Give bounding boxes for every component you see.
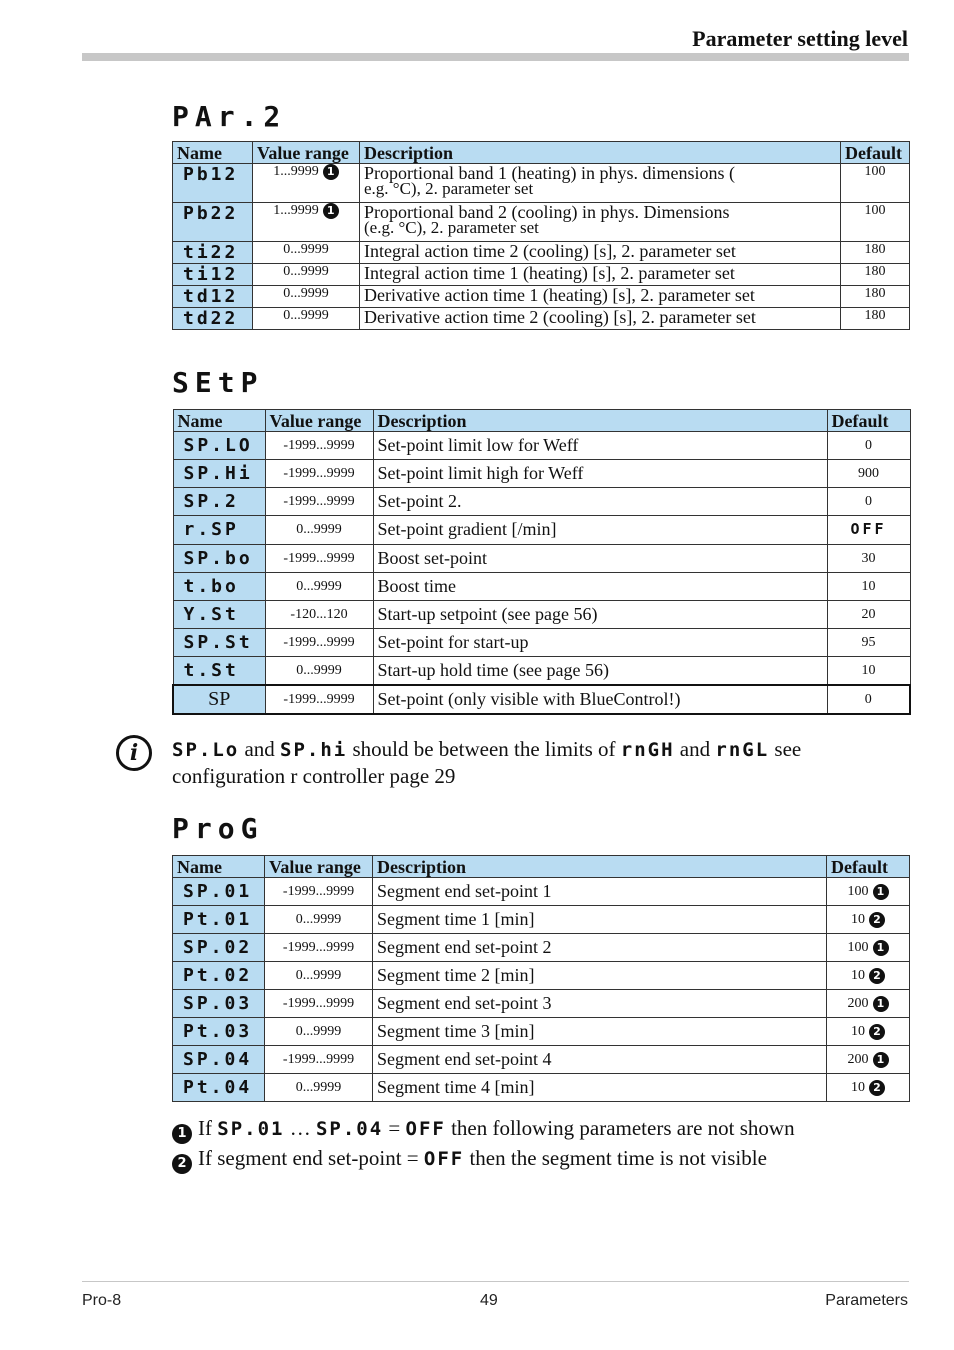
footnote-marker: 1 <box>873 996 889 1012</box>
table-row <box>173 990 910 1018</box>
default-value: 0 <box>827 488 910 516</box>
default-value: 30 <box>827 545 910 573</box>
param-name: SP <box>173 685 265 714</box>
param-name-cell <box>173 990 265 1018</box>
table-row <box>173 203 910 242</box>
default-value-cell <box>827 962 910 990</box>
param-name: Pt.02 <box>183 965 253 986</box>
description-cell <box>360 164 841 203</box>
default-value: 200 <box>847 1052 869 1067</box>
description: Proportional band 1 (heating) in phys. dimensions ( <box>364 163 735 183</box>
param-name: t.bo <box>183 576 239 597</box>
info-text: should be between the limits of <box>347 737 621 761</box>
section-title-par2: PAr.2 <box>172 100 287 133</box>
default-value: 180 <box>841 308 910 330</box>
default-value-cell <box>827 934 910 962</box>
param-name: SP.04 <box>183 1049 253 1070</box>
column-header: Name <box>173 142 253 164</box>
table-row <box>173 657 910 686</box>
table-row <box>173 488 910 516</box>
footnote-text: … <box>284 1116 316 1140</box>
table-header-row <box>173 856 910 878</box>
param-name: Pb22 <box>183 203 239 224</box>
footnote-marker: 1 <box>323 164 339 180</box>
param-name: Pt.01 <box>183 909 253 930</box>
param-name-cell <box>173 934 265 962</box>
table-header-row <box>173 410 910 432</box>
footnote-1 <box>172 1116 795 1144</box>
value-range: 0...9999 <box>265 1074 373 1102</box>
value-range: 0...9999 <box>253 242 360 264</box>
table-row <box>173 242 910 264</box>
value-range: 0...9999 <box>265 573 373 601</box>
param-name-cell <box>173 242 253 264</box>
default-value-cell <box>827 1046 910 1074</box>
description: Segment time 4 [min] <box>373 1074 827 1102</box>
description: Set-point for start-up <box>373 629 827 657</box>
param-name: td22 <box>183 308 239 329</box>
value-range: 0...9999 <box>253 308 360 330</box>
param-value: OFF <box>423 1148 465 1170</box>
footnote-marker: 1 <box>873 940 889 956</box>
param-name: r.SP <box>183 519 239 540</box>
info-text: see configuration r controller page 29 <box>172 737 802 788</box>
footnote-text: then the segment time is not visible <box>464 1146 767 1170</box>
footnote-marker: 1 <box>873 1052 889 1068</box>
param-name: SP.01 <box>183 881 253 902</box>
param-name-cell <box>173 573 265 601</box>
table-row <box>173 308 910 330</box>
description: Segment time 3 [min] <box>373 1018 827 1046</box>
description-continued: e.g. °C), 2. parameter set <box>364 179 534 198</box>
description: Set-point (only visible with BlueControl!) <box>373 685 827 714</box>
value-range: -1999...9999 <box>265 432 373 460</box>
default-value: 10 <box>827 657 910 686</box>
value-range: 1...9999 <box>273 203 319 219</box>
info-icon: i <box>116 735 152 771</box>
description: Integral action time 1 (heating) [s], 2. parameter set <box>360 264 841 286</box>
table-row <box>173 962 910 990</box>
footnote-text: If segment end set-point = <box>198 1146 424 1170</box>
param-name: SP.04 <box>315 1118 384 1140</box>
param-name: SP.LO <box>183 435 253 456</box>
description: Segment time 1 [min] <box>373 906 827 934</box>
param-name-cell <box>173 545 265 573</box>
param-name-cell <box>173 657 265 686</box>
param-name: Pt.04 <box>183 1077 253 1098</box>
param-name-cell <box>173 460 265 488</box>
param-name-cell <box>173 516 265 545</box>
table-row <box>173 629 910 657</box>
prog-table <box>172 855 910 1102</box>
description-cell <box>360 203 841 242</box>
default-value: 95 <box>827 629 910 657</box>
page-number: 49 <box>480 1292 498 1309</box>
table-row <box>173 516 910 545</box>
default-value-cell <box>827 878 910 906</box>
footer-section: Parameters <box>825 1292 908 1309</box>
default-value: 100 <box>847 884 869 899</box>
footnote-2 <box>172 1146 767 1174</box>
footnote-marker: 2 <box>869 968 885 984</box>
value-range: -1999...9999 <box>265 1046 373 1074</box>
param-name: SP.Hi <box>183 463 253 484</box>
description: Start-up setpoint (see page 56) <box>373 601 827 629</box>
param-name: Pt.03 <box>183 1021 253 1042</box>
param-value: OFF <box>405 1118 446 1140</box>
value-range: 0...9999 <box>265 962 373 990</box>
value-range: -1999...9999 <box>265 685 373 714</box>
value-range: -120...120 <box>265 601 373 629</box>
param-name-cell <box>173 1074 265 1102</box>
footnote-marker: 1 <box>172 1124 192 1144</box>
default-value: 100 <box>841 203 910 242</box>
value-range: 0...9999 <box>265 1018 373 1046</box>
table-header-row <box>173 142 910 164</box>
value-range: 0...9999 <box>253 264 360 286</box>
default-value-cell <box>827 516 910 545</box>
default-value-cell <box>827 1018 910 1046</box>
column-header: Default <box>827 410 910 432</box>
table-row <box>173 432 910 460</box>
default-value: 10 <box>851 1080 865 1095</box>
default-value: 10 <box>851 968 865 983</box>
value-range-cell <box>253 164 360 203</box>
param-name: SP.02 <box>183 937 253 958</box>
table-row <box>173 1074 910 1102</box>
default-value: 10 <box>851 912 865 927</box>
value-range: -1999...9999 <box>265 460 373 488</box>
table-row <box>173 286 910 308</box>
footnote-text: If <box>198 1116 218 1140</box>
value-range: 0...9999 <box>265 906 373 934</box>
param-name: rnGL <box>715 739 770 761</box>
section-title-prog: ProG <box>172 812 264 845</box>
description: Set-point limit low for Weff <box>373 432 827 460</box>
default-value: 100 <box>841 164 910 203</box>
default-value: 180 <box>841 242 910 264</box>
footer-product: Pro-8 <box>82 1292 122 1309</box>
param-name-cell <box>173 488 265 516</box>
description: Derivative action time 2 (cooling) [s], 2. parameter set <box>360 308 841 330</box>
info-note <box>172 736 872 789</box>
description: Segment end set-point 4 <box>373 1046 827 1074</box>
table-row <box>173 1018 910 1046</box>
description: Start-up hold time (see page 56) <box>373 657 827 686</box>
default-value: OFF <box>850 520 887 538</box>
default-value: 180 <box>841 286 910 308</box>
column-header: Name <box>173 410 265 432</box>
value-range: -1999...9999 <box>265 488 373 516</box>
column-header: Default <box>827 856 910 878</box>
param-name-cell <box>173 1018 265 1046</box>
param-name: Pb12 <box>183 164 239 185</box>
value-range: -1999...9999 <box>265 878 373 906</box>
param-name-cell <box>173 962 265 990</box>
description: Set-point limit high for Weff <box>373 460 827 488</box>
table-row <box>173 906 910 934</box>
table-row <box>173 1046 910 1074</box>
table-row <box>173 545 910 573</box>
description: Integral action time 2 (cooling) [s], 2. parameter set <box>360 242 841 264</box>
footnote-marker: 2 <box>869 1080 885 1096</box>
column-header: Description <box>373 410 827 432</box>
value-range: -1999...9999 <box>265 934 373 962</box>
description: Segment end set-point 2 <box>373 934 827 962</box>
footnote-marker: 2 <box>869 912 885 928</box>
param-name-cell <box>173 629 265 657</box>
description: Segment end set-point 3 <box>373 990 827 1018</box>
column-header: Value range <box>265 856 373 878</box>
value-range: 0...9999 <box>253 286 360 308</box>
description-continued: (e.g. °C), 2. parameter set <box>364 218 539 237</box>
footnote-marker: 2 <box>869 1024 885 1040</box>
page-header-title: Parameter setting level <box>692 26 908 51</box>
footnote-text: then following parameters are not shown <box>445 1116 795 1140</box>
param-name: ti22 <box>183 242 239 263</box>
table-row <box>173 601 910 629</box>
footnote-marker: 1 <box>323 203 339 219</box>
param-name: rnGH <box>620 739 675 761</box>
table-row <box>173 934 910 962</box>
table-row <box>173 573 910 601</box>
description: Boost time <box>373 573 827 601</box>
default-value: 0 <box>827 432 910 460</box>
value-range: 1...9999 <box>273 164 319 180</box>
table-row <box>173 685 910 714</box>
table-row <box>173 460 910 488</box>
section-title-setp: SEtP <box>172 366 264 399</box>
param-name-cell <box>173 878 265 906</box>
value-range: 0...9999 <box>265 657 373 686</box>
param-name-cell <box>173 432 265 460</box>
description: Set-point gradient [/min] <box>373 516 827 545</box>
param-name: SP.hi <box>280 739 348 761</box>
setp-table <box>172 409 911 715</box>
param-name-cell <box>173 601 265 629</box>
column-header: Default <box>841 142 910 164</box>
param-name-cell <box>173 164 253 203</box>
default-value: 0 <box>827 685 910 714</box>
param-name: SP.bo <box>183 548 253 569</box>
description: Boost set-point <box>373 545 827 573</box>
value-range-cell <box>253 203 360 242</box>
param-name-cell <box>173 203 253 242</box>
param-name: SP.Lo <box>172 739 240 761</box>
column-header: Description <box>373 856 827 878</box>
description: Proportional band 2 (cooling) in phys. Dimensions <box>364 202 730 222</box>
value-range: 0...9999 <box>265 516 373 545</box>
param-name: ti12 <box>183 264 239 285</box>
default-value-cell <box>827 990 910 1018</box>
table-row <box>173 878 910 906</box>
param-name-cell <box>173 286 253 308</box>
param-name: t.St <box>183 660 239 681</box>
column-header: Name <box>173 856 265 878</box>
default-value: 100 <box>847 940 869 955</box>
default-value: 900 <box>827 460 910 488</box>
column-header: Value range <box>265 410 373 432</box>
description: Segment time 2 [min] <box>373 962 827 990</box>
param-name: td12 <box>183 286 239 307</box>
value-range: -1999...9999 <box>265 629 373 657</box>
value-range: -1999...9999 <box>265 545 373 573</box>
param-name: SP.01 <box>217 1118 285 1140</box>
table-row <box>173 164 910 203</box>
header-rule <box>82 53 909 61</box>
info-text: and <box>674 737 716 761</box>
column-header: Value range <box>253 142 360 164</box>
footnote-marker: 2 <box>172 1154 192 1174</box>
default-value: 10 <box>851 1024 865 1039</box>
default-value-cell <box>827 906 910 934</box>
footer-rule <box>82 1281 909 1282</box>
par2-table <box>172 141 910 330</box>
column-header: Description <box>360 142 841 164</box>
description: Set-point 2. <box>373 488 827 516</box>
table-row <box>173 264 910 286</box>
description: Segment end set-point 1 <box>373 878 827 906</box>
param-name-cell <box>173 906 265 934</box>
default-value: 200 <box>847 996 869 1011</box>
param-name-cell <box>173 264 253 286</box>
default-value-cell <box>827 1074 910 1102</box>
param-name: Y.St <box>183 604 239 625</box>
footnote-marker: 1 <box>873 884 889 900</box>
param-name: SP.03 <box>183 993 253 1014</box>
footnote-text: = <box>383 1116 406 1140</box>
param-name: SP.St <box>183 632 253 653</box>
default-value: 20 <box>827 601 910 629</box>
default-value: 180 <box>841 264 910 286</box>
param-name: SP.2 <box>183 491 239 512</box>
value-range: -1999...9999 <box>265 990 373 1018</box>
param-name-cell <box>173 1046 265 1074</box>
description: Derivative action time 1 (heating) [s], 2. parameter set <box>360 286 841 308</box>
default-value: 10 <box>827 573 910 601</box>
info-text: and <box>239 737 281 761</box>
param-name-cell <box>173 308 253 330</box>
